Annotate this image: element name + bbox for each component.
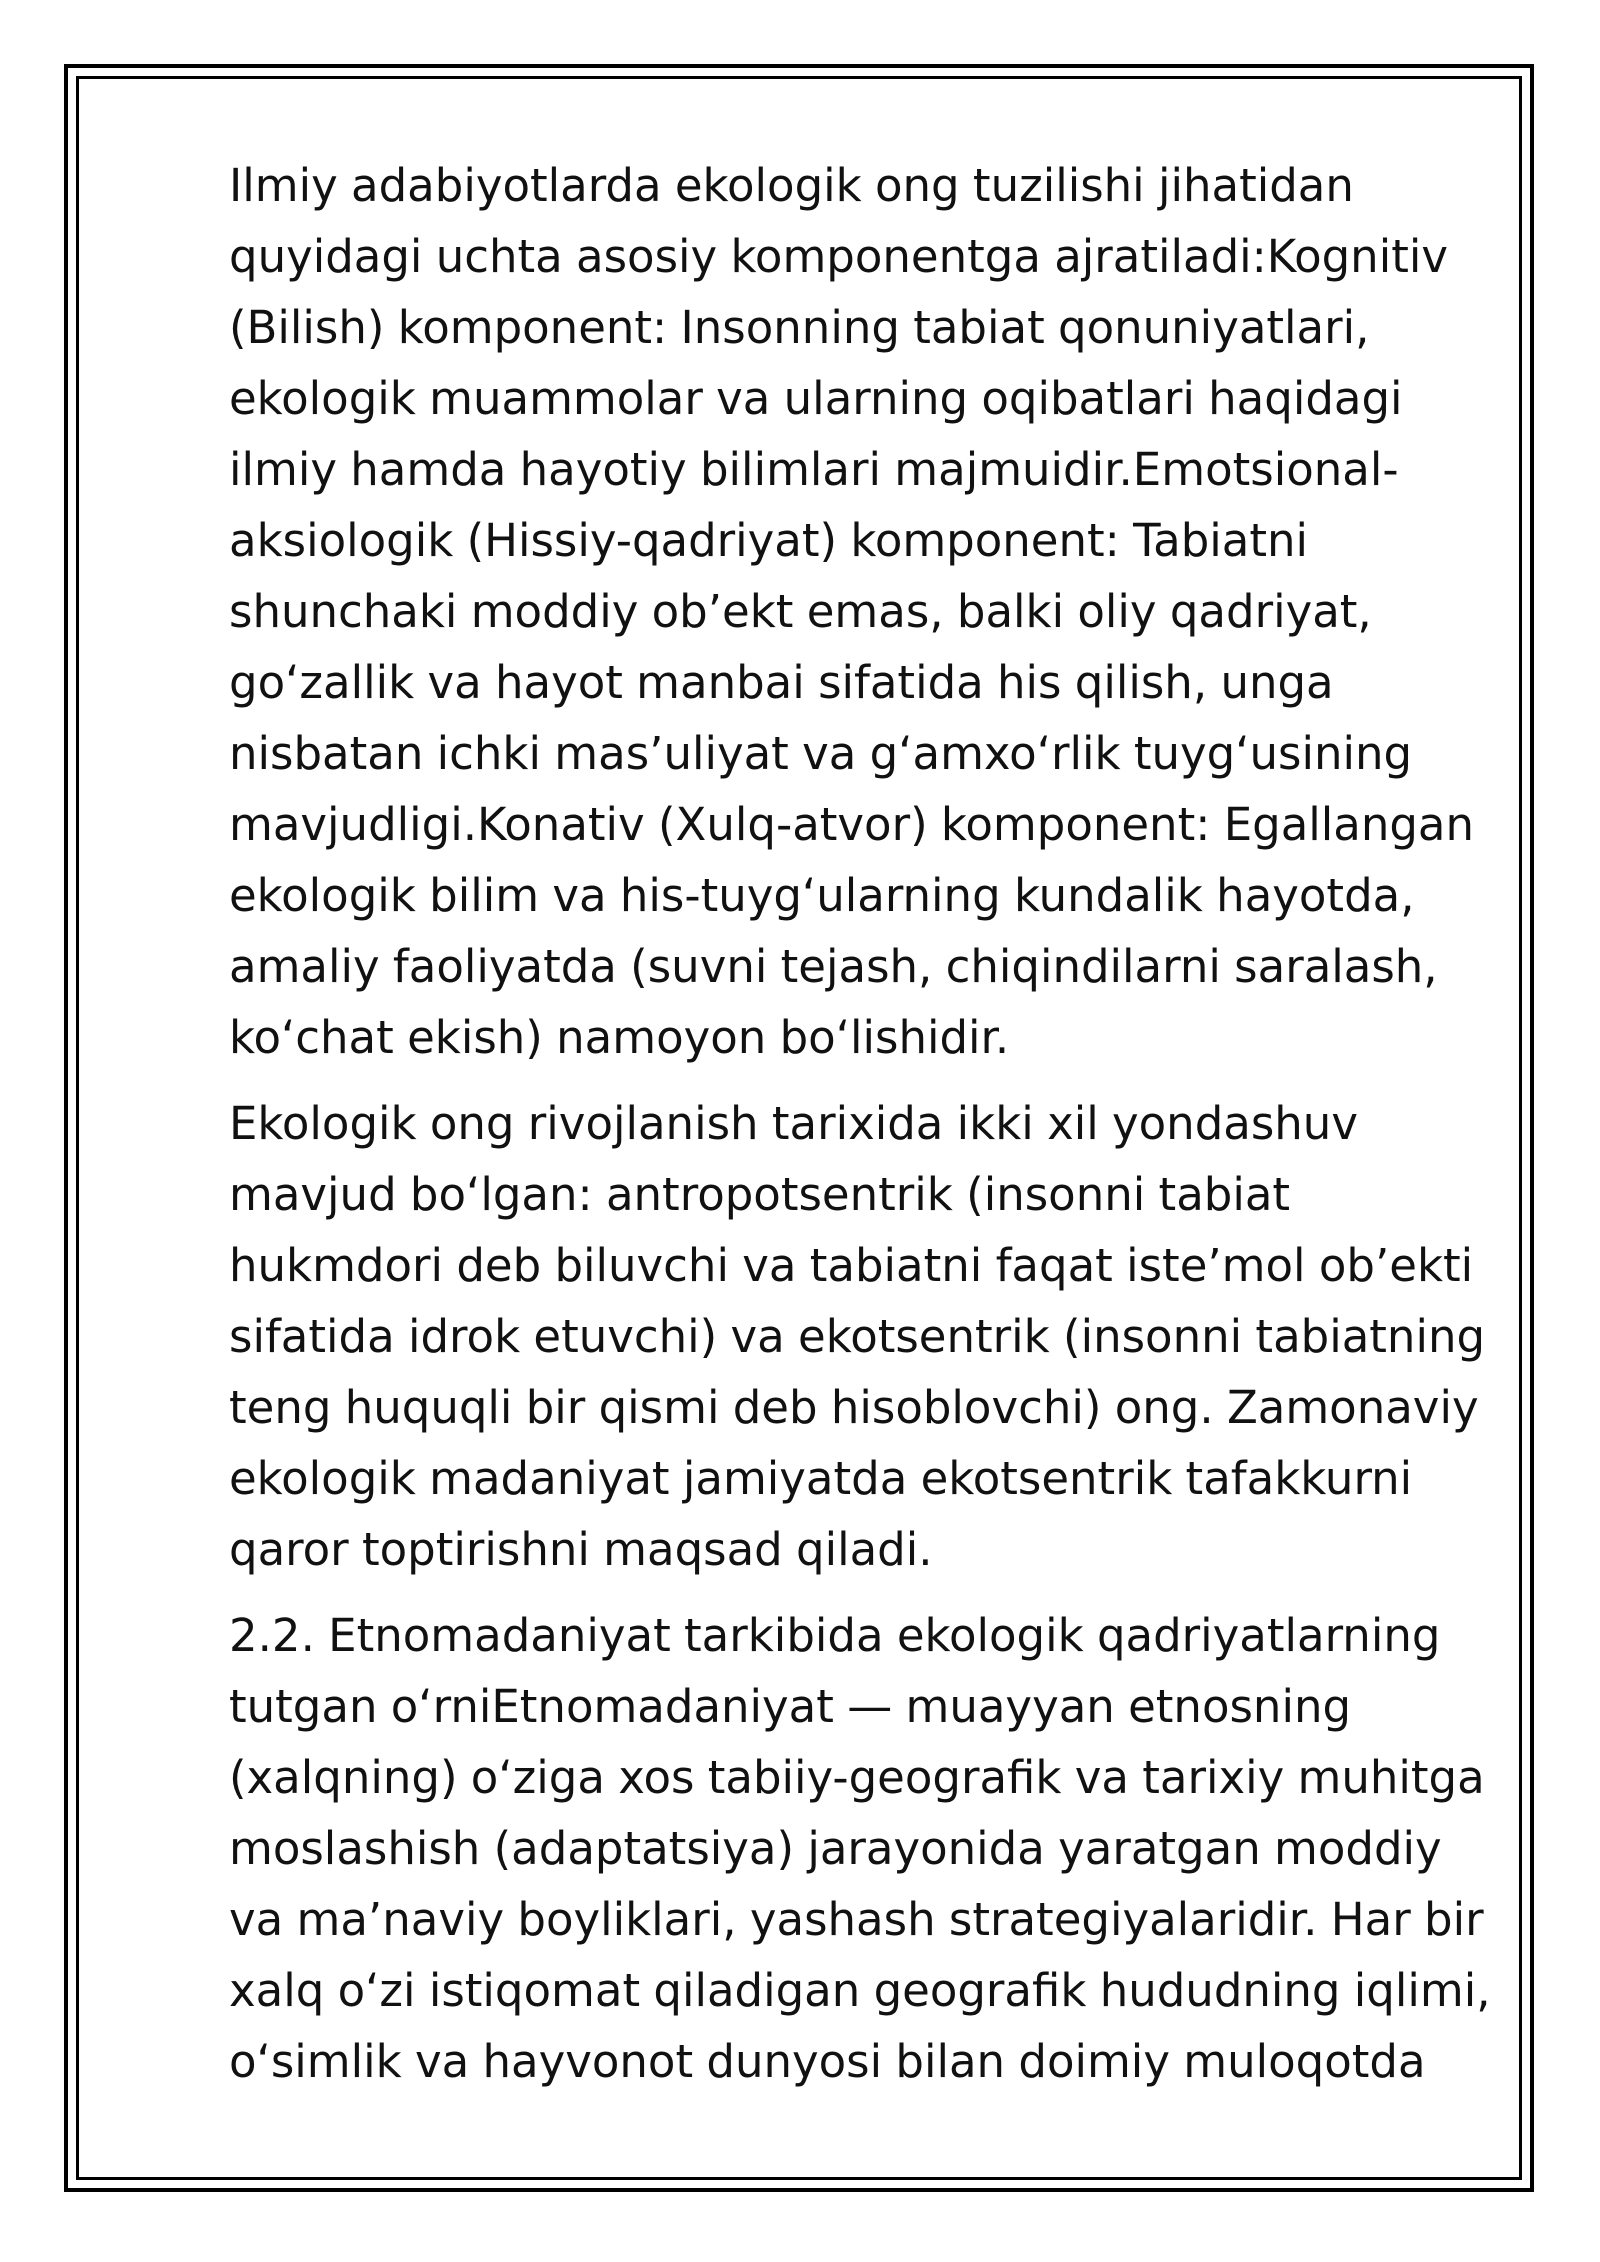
document-body — [229, 150, 1499, 2112]
paragraph-ethnoculture-ecological-values: 2.2. Etnomadaniyat tarkibida ekologik qadriyatlarning tutgan o‘rniEtnomadaniyat — muayyan etnosning (xalqning) o‘ziga xos tabiiy-geografik va tarixiy muhitga moslashish (adaptatsiya) jarayonida yaratgan moddiy va ma’naviy boyliklari, yashash strategiyalaridir. Har bir xalq o‘zi istiqomat qiladigan geografik hududning iqlimi, o‘simlik va hayvonot dunyosi bilan doimiy muloqotda — [229, 1609, 1491, 2088]
paragraph-ecological-consciousness-approaches: Ekologik ong rivojlanish tarixida ikki xil yondashuv mavjud bo‘lgan: antropotsentrik (insonni tabiat hukmdori deb biluvchi va tabiatni faqat iste’mol ob’ekti sifatida idrok etuvchi) va ekotsentrik (insonni tabiatning teng huquqli bir qismi deb hisoblovchi) ong. Zamonaviy ekologik madaniyat jamiyatda ekotsentrik tafakkurni qaror toptirishni maqsad qiladi. — [229, 1097, 1486, 1576]
paragraph-ecological-consciousness-components: Ilmiy adabiyotlarda ekologik ong tuzilishi jihatidan quyidagi uchta asosiy komponentga ajratiladi:Kognitiv (Bilish) komponent: Insonning tabiat qonuniyatlari, ekologik muammolar va ularning oqibatlari haqidagi ilmiy hamda hayotiy bilimlari majmuidir.Emotsional-aksiologik (Hissiy-qadriyat) komponent: Tabiatni shunchaki moddiy ob’ekt emas, balki oliy qadriyat, go‘zallik va hayot manbai sifatida his qilish, unga nisbatan ichki mas’uliyat va g‘amxo‘rlik tuyg‘usining mavjudligi.Konativ (Xulq-atvor) komponent: Egallangan ekologik bilim va his-tuyg‘ularning kundalik hayotda, amaliy faoliyatda (suvni tejash, chiqindilarni saralash, ko‘chat ekish) namoyon bo‘lishidir. — [229, 159, 1475, 1064]
